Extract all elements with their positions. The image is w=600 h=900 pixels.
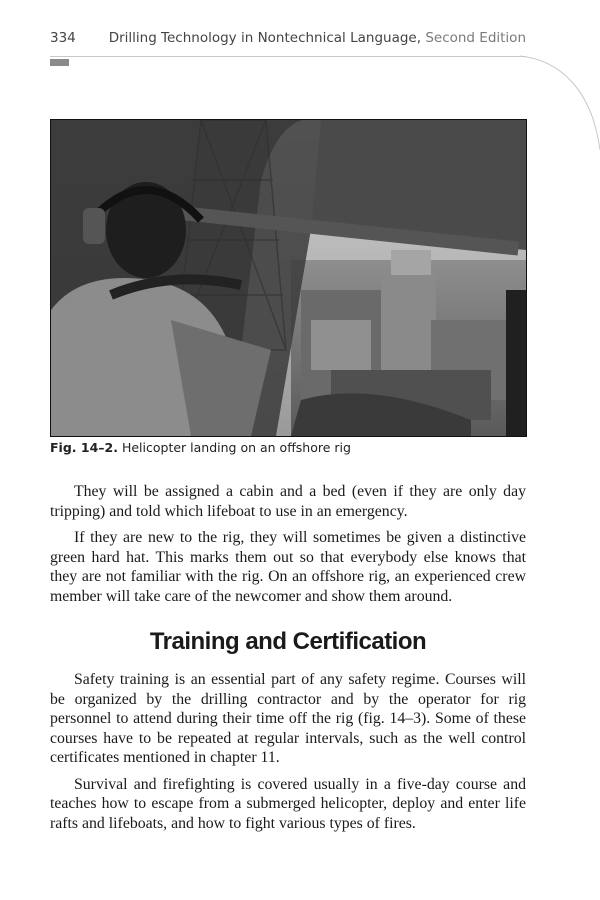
figure-label: Fig. 14–2. — [50, 440, 118, 455]
paragraph: Survival and firefighting is covered usually in a five-day course and teaches how to escape from a submerged helicopter, deploy and enter life rafts and lifeboats, and how to fight various types of fires. — [50, 775, 526, 832]
page-corner-curve — [520, 0, 600, 160]
figure-caption — [50, 440, 526, 455]
header-rule — [50, 56, 526, 57]
section-heading: Training and Certification — [149, 628, 427, 655]
figure-photo — [50, 119, 527, 437]
page-number: 334 — [50, 30, 76, 46]
helicopter-rig-photo — [51, 120, 526, 436]
paragraph: They will be assigned a cabin and a bed (even if they are only day tripping) and told which lifeboat to use in an emergency. — [50, 483, 526, 520]
book-title: Drilling Technology in Nontechnical Language, — [108, 30, 422, 46]
body-text-section — [50, 670, 526, 840]
body-text-top — [50, 482, 526, 613]
figure-caption-text: Helicopter landing on an offshore rig — [121, 440, 351, 455]
edition-label: Second Edition — [425, 30, 526, 46]
header-tab-marker — [50, 59, 69, 66]
running-title — [109, 30, 526, 46]
page-header — [50, 30, 526, 50]
paragraph: If they are new to the rig, they will sometimes be given a distinctive green hard hat. This marks them out so that everybody else knows that they are not familiar with the rig. On an offshore rig, an experienced crew member will take care of the newcomer and show them around. — [50, 529, 526, 605]
paragraph: Safety training is an essential part of any safety regime. Courses will be organized by the drilling contractor and by the operator for rig personnel to attend during their time off the rig (fig. 14–3). Some of these courses have to be repeated at regular intervals, such as the well control certificates mentioned in chapter 11. — [50, 671, 526, 766]
